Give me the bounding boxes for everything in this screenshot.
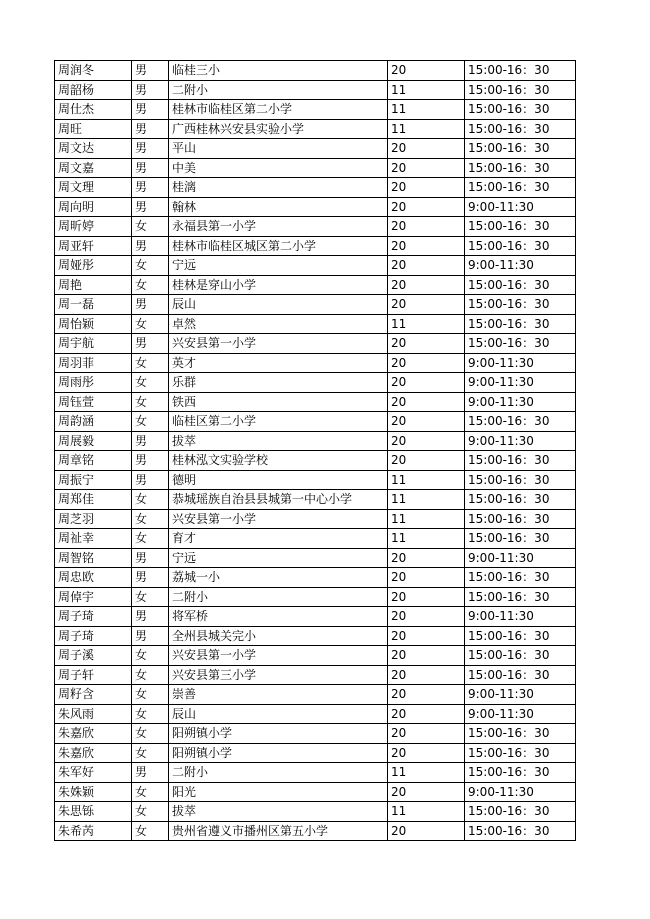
time-cell: 15:00-16：30 [465,451,576,471]
age-cell: 20 [388,451,465,471]
time-cell: 9:00-11:30 [465,197,576,217]
name-cell: 周韶杨 [55,80,132,100]
time-cell: 15:00-16：30 [465,119,576,139]
time-cell: 9:00-11:30 [465,685,576,705]
time-cell: 15:00-16：30 [465,139,576,159]
table-row [55,568,576,588]
name-cell: 朱希芮 [55,821,132,841]
name-cell: 周子轩 [55,665,132,685]
name-cell: 周向明 [55,197,132,217]
school-cell: 德明 [169,470,388,490]
school-cell: 二附小 [169,763,388,783]
table-row [55,646,576,666]
name-cell: 周子琦 [55,626,132,646]
time-cell: 15:00-16：30 [465,80,576,100]
school-cell: 崇善 [169,685,388,705]
age-cell: 20 [388,236,465,256]
gender-cell: 女 [132,490,169,510]
roster-table [54,60,576,841]
school-cell: 兴安县第一小学 [169,646,388,666]
age-cell: 20 [388,743,465,763]
table-row [55,782,576,802]
name-cell: 周籽含 [55,685,132,705]
gender-cell: 男 [132,607,169,627]
school-cell: 兴安县第一小学 [169,509,388,529]
table-row [55,431,576,451]
table-row [55,373,576,393]
table-row [55,61,576,81]
table-row [55,236,576,256]
name-cell: 周娅彤 [55,256,132,276]
school-cell: 育才 [169,529,388,549]
school-cell: 二附小 [169,80,388,100]
name-cell: 周钰萱 [55,392,132,412]
gender-cell: 女 [132,353,169,373]
table-row [55,334,576,354]
school-cell: 将军桥 [169,607,388,627]
gender-cell: 女 [132,314,169,334]
table-row [55,587,576,607]
time-cell: 15:00-16：30 [465,412,576,432]
table-row [55,665,576,685]
table-row [55,763,576,783]
gender-cell: 男 [132,334,169,354]
name-cell: 周子琦 [55,607,132,627]
time-cell: 15:00-16：30 [465,802,576,822]
table-row [55,139,576,159]
gender-cell: 女 [132,685,169,705]
age-cell: 20 [388,665,465,685]
school-cell: 荔城一小 [169,568,388,588]
age-cell: 20 [388,724,465,744]
gender-cell: 女 [132,529,169,549]
age-cell: 20 [388,704,465,724]
table-row [55,392,576,412]
age-cell: 20 [388,139,465,159]
age-cell: 20 [388,61,465,81]
gender-cell: 女 [132,412,169,432]
gender-cell: 女 [132,646,169,666]
gender-cell: 男 [132,431,169,451]
gender-cell: 男 [132,451,169,471]
school-cell: 宁远 [169,548,388,568]
name-cell: 周忠欧 [55,568,132,588]
gender-cell: 男 [132,548,169,568]
time-cell: 15:00-16：30 [465,821,576,841]
time-cell: 15:00-16：30 [465,275,576,295]
time-cell: 9:00-11:30 [465,704,576,724]
time-cell: 9:00-11:30 [465,373,576,393]
school-cell: 平山 [169,139,388,159]
table-row [55,685,576,705]
gender-cell: 男 [132,295,169,315]
gender-cell: 女 [132,802,169,822]
age-cell: 20 [388,275,465,295]
time-cell: 15:00-16：30 [465,724,576,744]
gender-cell: 男 [132,158,169,178]
name-cell: 周祉幸 [55,529,132,549]
age-cell: 20 [388,158,465,178]
time-cell: 15:00-16：30 [465,587,576,607]
name-cell: 周旺 [55,119,132,139]
age-cell: 11 [388,529,465,549]
time-cell: 9:00-11:30 [465,607,576,627]
school-cell: 桂林泓文实验学校 [169,451,388,471]
time-cell: 15:00-16：30 [465,490,576,510]
time-cell: 15:00-16：30 [465,314,576,334]
table-row [55,509,576,529]
gender-cell: 女 [132,275,169,295]
school-cell: 阳光 [169,782,388,802]
table-row [55,256,576,276]
school-cell: 英才 [169,353,388,373]
age-cell: 11 [388,470,465,490]
table-row [55,412,576,432]
time-cell: 9:00-11:30 [465,782,576,802]
table-row [55,451,576,471]
age-cell: 20 [388,373,465,393]
table-row [55,490,576,510]
school-cell: 卓然 [169,314,388,334]
school-cell: 桂林市临桂区第二小学 [169,100,388,120]
name-cell: 周倬宇 [55,587,132,607]
time-cell: 9:00-11:30 [465,548,576,568]
gender-cell: 女 [132,217,169,237]
school-cell: 桂林是穿山小学 [169,275,388,295]
school-cell: 翰林 [169,197,388,217]
name-cell: 朱姝颖 [55,782,132,802]
school-cell: 拔萃 [169,802,388,822]
name-cell: 周怡颖 [55,314,132,334]
table-row [55,100,576,120]
gender-cell: 女 [132,724,169,744]
age-cell: 11 [388,314,465,334]
time-cell: 15:00-16：30 [465,763,576,783]
name-cell: 周一磊 [55,295,132,315]
gender-cell: 男 [132,139,169,159]
school-cell: 贵州省遵义市播州区第五小学 [169,821,388,841]
gender-cell: 女 [132,665,169,685]
name-cell: 周子溪 [55,646,132,666]
time-cell: 15:00-16：30 [465,470,576,490]
roster-table-body [55,61,576,841]
table-row [55,80,576,100]
table-row [55,607,576,627]
gender-cell: 女 [132,256,169,276]
school-cell: 永福县第一小学 [169,217,388,237]
table-row [55,470,576,490]
age-cell: 20 [388,607,465,627]
age-cell: 11 [388,80,465,100]
table-row [55,119,576,139]
time-cell: 15:00-16：30 [465,334,576,354]
gender-cell: 男 [132,626,169,646]
gender-cell: 男 [132,100,169,120]
name-cell: 朱思铄 [55,802,132,822]
time-cell: 9:00-11:30 [465,431,576,451]
gender-cell: 男 [132,80,169,100]
school-cell: 乐群 [169,373,388,393]
time-cell: 15:00-16：30 [465,626,576,646]
gender-cell: 女 [132,704,169,724]
age-cell: 20 [388,646,465,666]
time-cell: 9:00-11:30 [465,353,576,373]
gender-cell: 男 [132,236,169,256]
table-row [55,548,576,568]
name-cell: 周仕杰 [55,100,132,120]
time-cell: 15:00-16：30 [465,665,576,685]
age-cell: 20 [388,197,465,217]
gender-cell: 女 [132,373,169,393]
school-cell: 临桂区第二小学 [169,412,388,432]
gender-cell: 女 [132,509,169,529]
table-row [55,529,576,549]
age-cell: 20 [388,256,465,276]
school-cell: 铁西 [169,392,388,412]
time-cell: 15:00-16：30 [465,61,576,81]
age-cell: 20 [388,568,465,588]
name-cell: 周润冬 [55,61,132,81]
gender-cell: 男 [132,470,169,490]
school-cell: 阳朔镇小学 [169,743,388,763]
table-row [55,353,576,373]
name-cell: 周振宁 [55,470,132,490]
school-cell: 恭城瑶族自治县县城第一中心小学 [169,490,388,510]
name-cell: 周郑佳 [55,490,132,510]
name-cell: 朱风雨 [55,704,132,724]
age-cell: 20 [388,782,465,802]
table-row [55,197,576,217]
table-row [55,626,576,646]
table-row [55,295,576,315]
age-cell: 20 [388,685,465,705]
age-cell: 20 [388,217,465,237]
time-cell: 15:00-16：30 [465,646,576,666]
name-cell: 周雨彤 [55,373,132,393]
age-cell: 11 [388,509,465,529]
table-row [55,275,576,295]
time-cell: 15:00-16：30 [465,568,576,588]
age-cell: 20 [388,821,465,841]
table-row [55,158,576,178]
table-row [55,821,576,841]
age-cell: 20 [388,587,465,607]
name-cell: 朱嘉欣 [55,724,132,744]
school-cell: 辰山 [169,704,388,724]
name-cell: 周韵涵 [55,412,132,432]
name-cell: 周智铭 [55,548,132,568]
age-cell: 20 [388,431,465,451]
school-cell: 全州县城关完小 [169,626,388,646]
name-cell: 周昕婷 [55,217,132,237]
name-cell: 周芝羽 [55,509,132,529]
table-row [55,802,576,822]
age-cell: 20 [388,353,465,373]
gender-cell: 男 [132,119,169,139]
name-cell: 朱嘉欣 [55,743,132,763]
time-cell: 15:00-16：30 [465,236,576,256]
school-cell: 二附小 [169,587,388,607]
table-row [55,217,576,237]
school-cell: 宁远 [169,256,388,276]
time-cell: 15:00-16：30 [465,743,576,763]
name-cell: 周展毅 [55,431,132,451]
gender-cell: 女 [132,743,169,763]
school-cell: 拔萃 [169,431,388,451]
age-cell: 11 [388,763,465,783]
gender-cell: 男 [132,568,169,588]
table-row [55,704,576,724]
name-cell: 周艳 [55,275,132,295]
age-cell: 20 [388,412,465,432]
gender-cell: 女 [132,392,169,412]
time-cell: 15:00-16：30 [465,158,576,178]
time-cell: 9:00-11:30 [465,392,576,412]
time-cell: 15:00-16：30 [465,100,576,120]
name-cell: 周宇航 [55,334,132,354]
age-cell: 11 [388,100,465,120]
school-cell: 中美 [169,158,388,178]
table-row [55,743,576,763]
name-cell: 周文达 [55,139,132,159]
name-cell: 周文理 [55,178,132,198]
school-cell: 兴安县第三小学 [169,665,388,685]
time-cell: 15:00-16：30 [465,509,576,529]
time-cell: 9:00-11:30 [465,256,576,276]
age-cell: 20 [388,295,465,315]
age-cell: 11 [388,490,465,510]
table-row [55,724,576,744]
school-cell: 桂林市临桂区城区第二小学 [169,236,388,256]
school-cell: 广西桂林兴安县实验小学 [169,119,388,139]
table-row [55,314,576,334]
name-cell: 朱军好 [55,763,132,783]
school-cell: 临桂三小 [169,61,388,81]
age-cell: 20 [388,626,465,646]
name-cell: 周亚轩 [55,236,132,256]
time-cell: 15:00-16：30 [465,178,576,198]
gender-cell: 女 [132,782,169,802]
school-cell: 兴安县第一小学 [169,334,388,354]
gender-cell: 男 [132,763,169,783]
age-cell: 20 [388,178,465,198]
name-cell: 周羽菲 [55,353,132,373]
age-cell: 11 [388,119,465,139]
gender-cell: 男 [132,197,169,217]
table-row [55,178,576,198]
age-cell: 20 [388,548,465,568]
gender-cell: 女 [132,821,169,841]
gender-cell: 男 [132,178,169,198]
school-cell: 辰山 [169,295,388,315]
name-cell: 周章铭 [55,451,132,471]
age-cell: 20 [388,334,465,354]
time-cell: 15:00-16：30 [465,529,576,549]
name-cell: 周文嘉 [55,158,132,178]
time-cell: 15:00-16：30 [465,295,576,315]
time-cell: 15:00-16：30 [465,217,576,237]
school-cell: 桂漓 [169,178,388,198]
gender-cell: 女 [132,587,169,607]
age-cell: 20 [388,392,465,412]
school-cell: 阳朔镇小学 [169,724,388,744]
age-cell: 11 [388,802,465,822]
gender-cell: 男 [132,61,169,81]
